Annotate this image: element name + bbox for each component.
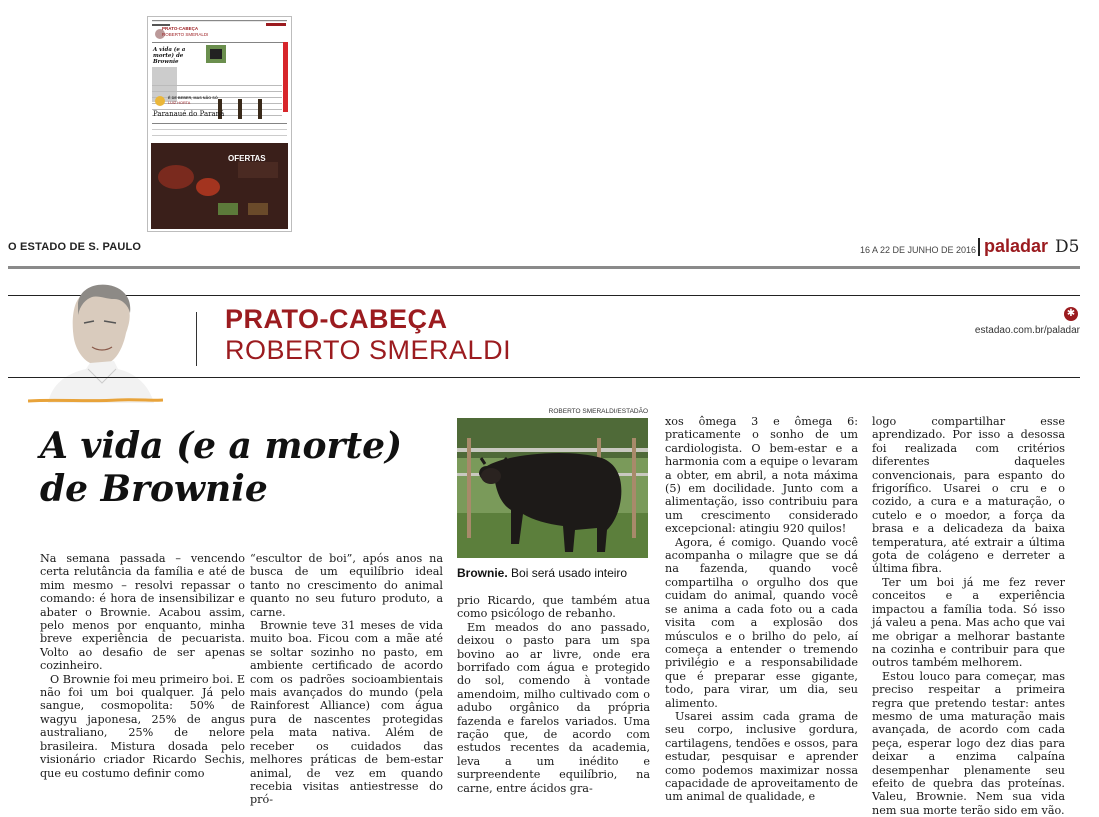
thumbnail-mid-section: É DE BEBER, MAS NÃO SÓ [168, 96, 218, 100]
page-number: D5 [1055, 237, 1080, 257]
column-name: PRATO-CABEÇA [225, 304, 448, 334]
header-divider [978, 238, 980, 256]
paragraph: prio Ricardo, que também atua como psicólogo de rebanho. [457, 594, 650, 621]
paragraph: xos ômega 3 e ômega 6: praticamente o sonho de um cardiologista. O bem-estar e a harmonia com a equipe o levaram a obter, em abril, a nota máxima (5) em docilidade. Junto com a alimentação, isso contribuiu para um crescimento considerado excepcional: atingiu 920 quilos! [665, 415, 858, 536]
website-link[interactable]: estadao.com.br/paladar [974, 325, 1080, 336]
article-column-4 [665, 415, 858, 804]
headline-line-1: A vida (e a morte) [40, 425, 403, 467]
article-column-2 [250, 552, 443, 807]
article-top-rule [8, 377, 1080, 378]
thumbnail-ad-title: OFERTAS [228, 154, 266, 163]
photo-caption [457, 566, 652, 580]
thumbnail-mid-author: LUIZ HORTA [168, 101, 191, 105]
paragraph: Na semana passada – vencendo certa relutância da família e até de mim mesmo – resolvi repassar o comando: é hora de insensibilizar e abater o Brownie. Acabou assim, pelo menos por enquanto, minha breve experiência de pecuarista. Volto ao desafio de ser apenas cozinheiro. [40, 552, 245, 673]
paragraph: Usarei assim cada grama de seu corpo, inclusive gordura, cartilagens, tendões e ossos, para estudar, pesquisar e aprender como podemos maximizar nossa capacidade de aproveitamento de um animal de qualidade, e [665, 709, 858, 804]
issue-date: 16 A 22 DE JUNHO DE 2016 [859, 245, 976, 255]
paragraph: Agora, é comigo. Quando você acompanha o milagre que se dá na fazenda, quando você compartilha o orgulho dos que cuidam do animal, quando você se anima a cada foto ou a cada visita com a explosão dos músculos e o brilho do pelo, aí começa a entender o tremendo privilégio e a responsabilidade que é preparar esse gigante, todo, para virar, um dia, seu alimento. [665, 535, 858, 710]
headline-line-2: de Brownie [40, 468, 268, 510]
caption-bold: Brownie. [457, 566, 508, 580]
article-column-1 [40, 552, 245, 780]
paragraph: O Brownie foi meu primeiro boi. E não foi um boi qualquer. Já pelo sangue, cosmopolita: 50% de wagyu japonesa, 25% de angus australiano, 25% de nelore brasileira. Mistura dosada pelo visionário criador Ricardo Sechis, que eu costumo definir como [40, 672, 245, 780]
columnist-portrait [28, 283, 163, 403]
thumbnail-headline: A vida (e a morte) de Brownie [153, 47, 186, 65]
paragraph: logo compartilhar esse aprendizado. Por isso a desossa foi realizada com critérios diferentes daqueles convencionais, para espanto do frigorífico. Usarei o cru e o cozido, a cura e a maturação, o cutelo e o moedor, a força da brasa e a delicadeza da baixa temperatura, até extrair a última gota de colágeno e derreter a última fibra. [872, 415, 1065, 576]
article-photo [457, 418, 648, 558]
page-thumbnail[interactable] [147, 16, 292, 232]
article-headline [40, 425, 440, 511]
asterisk-icon: ✱ [1064, 307, 1078, 321]
column-author: ROBERTO SMERALDI [225, 335, 512, 365]
columnist-divider [196, 312, 197, 366]
section-brand: paladar [984, 236, 1049, 256]
paragraph: Estou louco para começar, mas preciso respeitar a primeira regra que pretendo testar: antes mesmo de uma maturação mais avançada, de acordo com cada peça, esperar logo dez dias para deixar a enzima calpaína desempenhar plenamente seu efeito de quebra das proteínas. Valeu, Brownie. Nem sua vida nem sua morte terão sido em vão. [872, 669, 1065, 817]
paragraph: Em meados do ano passado, deixou o pasto para um spa bovino ao ar livre, onde era borrifado com água e protegido do sol, comendo à vontade amendoim, milho cultivado com o adubo orgânico da própria fazenda e farelos variados. Uma ração que, de acordo com estudos recentes da academia, leva a um inédito e surpreendente equilíbrio, na carne, entre ácidos gra- [457, 620, 650, 795]
paragraph: Ter um boi já me fez rever conceitos e a experiência impactou a família toda. Só isso já valeu a pena. Mas acho que vai me obrigar a melhorar bastante na cozinha e contribuir para que outros também melhorem. [872, 575, 1065, 670]
article-column-3 [457, 594, 650, 795]
header-rule [8, 266, 1080, 269]
thumbnail-mid-headline: Paranaué do Paraná [153, 110, 225, 118]
article-column-5 [872, 415, 1065, 817]
thumbnail-author: ROBERTO SMERALDI [162, 32, 209, 37]
newspaper-name: O ESTADO DE S. PAULO [8, 241, 142, 253]
paragraph: “escultor de boi”, após anos na busca de um equilíbrio ideal tanto no crescimento do animal quanto no seu futuro produto, a carne. [250, 552, 443, 619]
caption-text: Boi será usado inteiro [511, 566, 628, 580]
thumbnail-section: PRATO-CABEÇA [162, 26, 199, 31]
paragraph: Brownie teve 31 meses de vida muito boa. Ficou com a mãe até se soltar sozinho no pasto, em ambiente certificado de acordo com os padrões socioambientais mais avançados do mundo (pela Rainforest Alliance) com água pura de nascentes protegidas pela mata nativa. Além de receber os cuidados das melhores práticas de bem-estar animal, de vez em quando recebia visitas antiestresse do pró- [250, 619, 443, 807]
photo-credit: ROBERTO SMERALDI/ESTADÃO [548, 408, 648, 415]
column-top-rule [8, 295, 1080, 296]
